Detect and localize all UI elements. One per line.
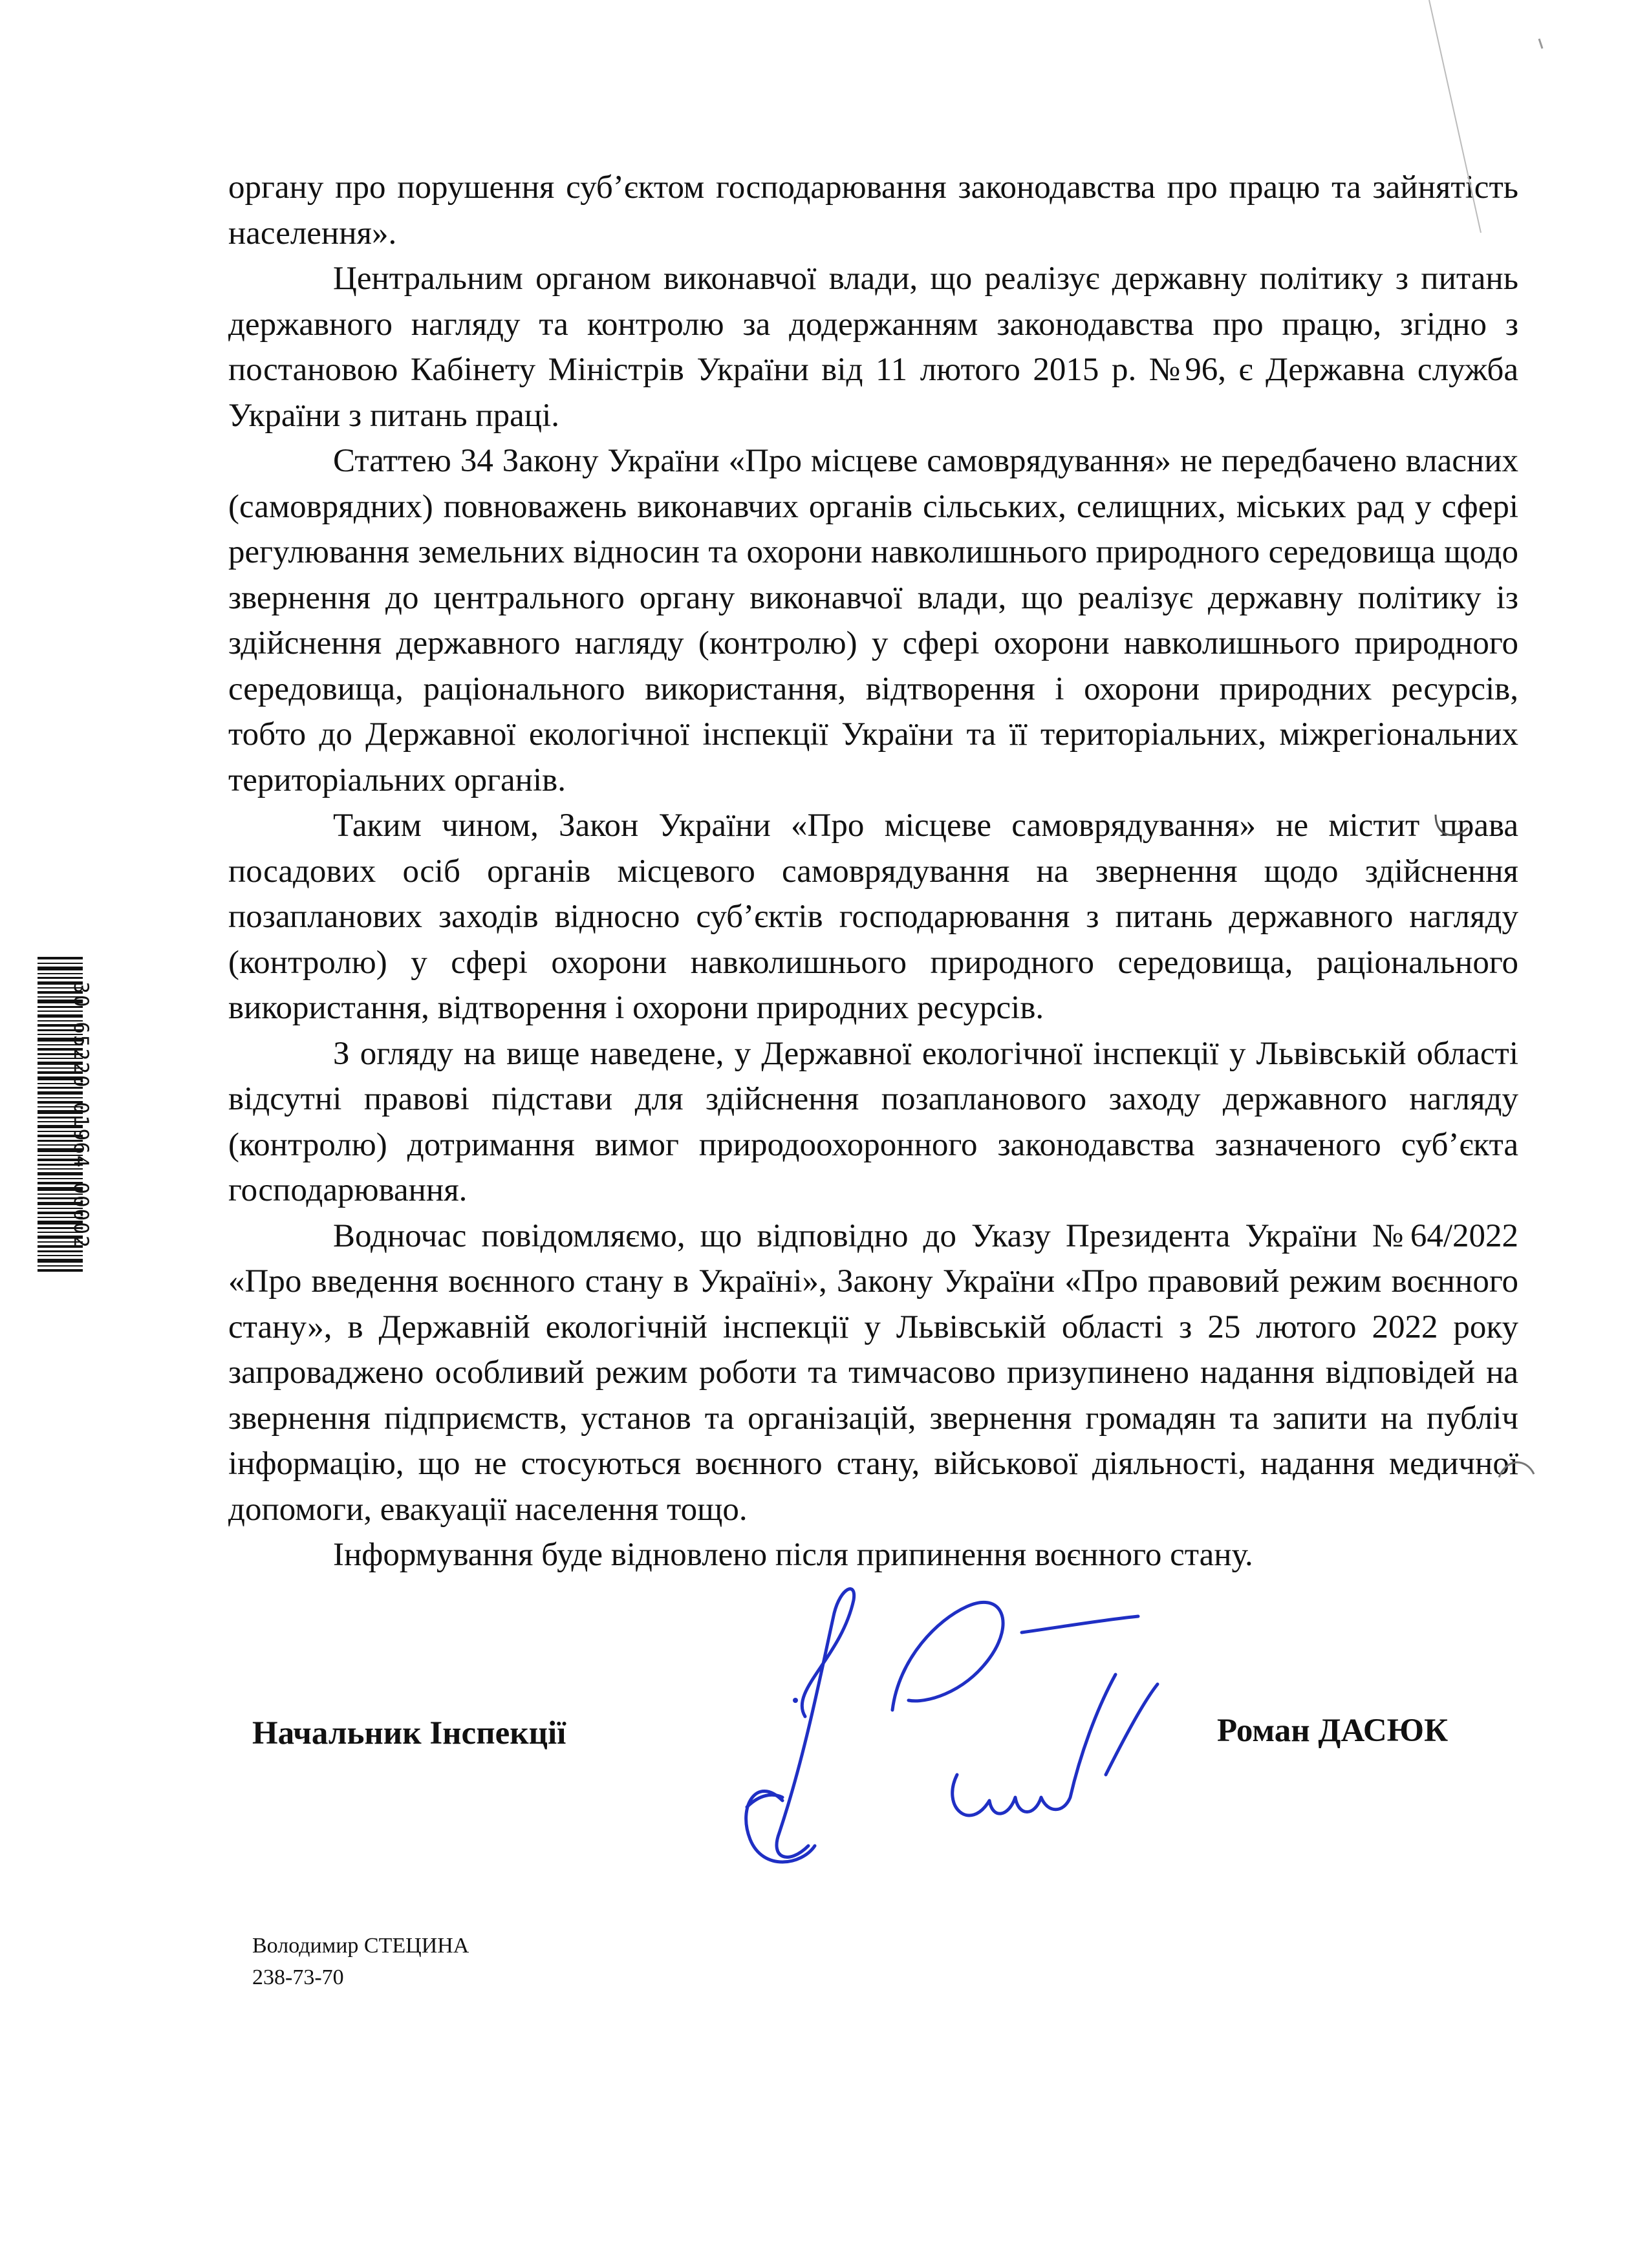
scan-artifact-top: [1429, 802, 1474, 847]
paragraph-7: Інформування буде відновлено після припинення воєнного стану.: [333, 1537, 1253, 1573]
paragraph-1: органу про порушення суб’єктом господарювання законодавства про працю та зайнятість населення».: [228, 169, 1518, 251]
barcode-digits-text: 30 65220 01964 00002: [69, 981, 92, 1249]
paragraph-5: З огляду на вище наведене, у Державної екологічної інспекції у Львівській області відсутні правові підстави для здійснення позапланового заходу державного нагляду (контролю) дотримання вимог природоохоронного законодавства зазначеного суб’єкта господарювання.: [228, 1035, 1518, 1208]
handwritten-signature: [744, 1561, 1164, 1898]
executor-phone: 238-73-70: [252, 1965, 344, 1989]
paragraph-2: Центральним органом виконавчої влади, що реалізує державну політику з питань державного нагляду та контролю за додержанням законодавства про працю, згідно з постановою Кабінету Міністрів України від 11 лютого 2015 р. №96, є Державна служба України з питань праці.: [228, 261, 1518, 434]
signer-title: Начальник Інспекції: [252, 1715, 566, 1751]
paragraph-3: Статтею 34 Закону України «Про місцеве самоврядування» не передбачено власних (самоврядних) повноважень виконавчих органів сільських, селищних, міських рад у сфері регулювання земельних відносин та охорони навколишнього природного середовища щодо звернення до центрального органу виконавчої влади, що реалізує державну політику із здійснення державного нагляду (контролю) у сфері охорони навколишнього природного середовища, раціонального використання, відтворення і охорони природних ресурсів, тобто до Державної екологічної інспекції України та її територіальних, міжрегіональних територіальних органів.: [228, 443, 1518, 798]
scan-edge-lines: [1410, 0, 1604, 233]
executor-name: Володимир СТЕЦИНА: [252, 1934, 469, 1958]
signer-name: Роман ДАСЮК: [1217, 1713, 1449, 1749]
executor-info: [252, 1930, 469, 1993]
letter-body: [228, 165, 1518, 1578]
paragraph-6: Водночас повідомляємо, що відповідно до Указу Президента України №64/2022 «Про введення воєнного стану в Україні», Закону України «Про правовий режим воєнного стану», в Державній екологічній інспекції у Львівській області з 25 лютого 2022 року запроваджено особливий режим роботи та тимчасово призупинено надання відповідей на звернення підприємств, установ та організацій, звернення громадян та запити на публіч інформацію, що не стосуються воєнного стану, військової діяльності, надання медичної допомоги, евакуації населення тощо.: [228, 1217, 1518, 1528]
scan-artifact-bottom: [1494, 1455, 1539, 1500]
paragraph-4: Таким чином, Закон України «Про місцеве самоврядування» не містит права посадових осіб органів місцевого самоврядування на звернення щодо здійснення позапланових заходів відносно суб’єктів господарювання з питань державного нагляду (контролю) у сфері охорони навколишнього природного середовища, раціонального використання, відтворення і охорони природних ресурсів.: [228, 808, 1518, 1026]
